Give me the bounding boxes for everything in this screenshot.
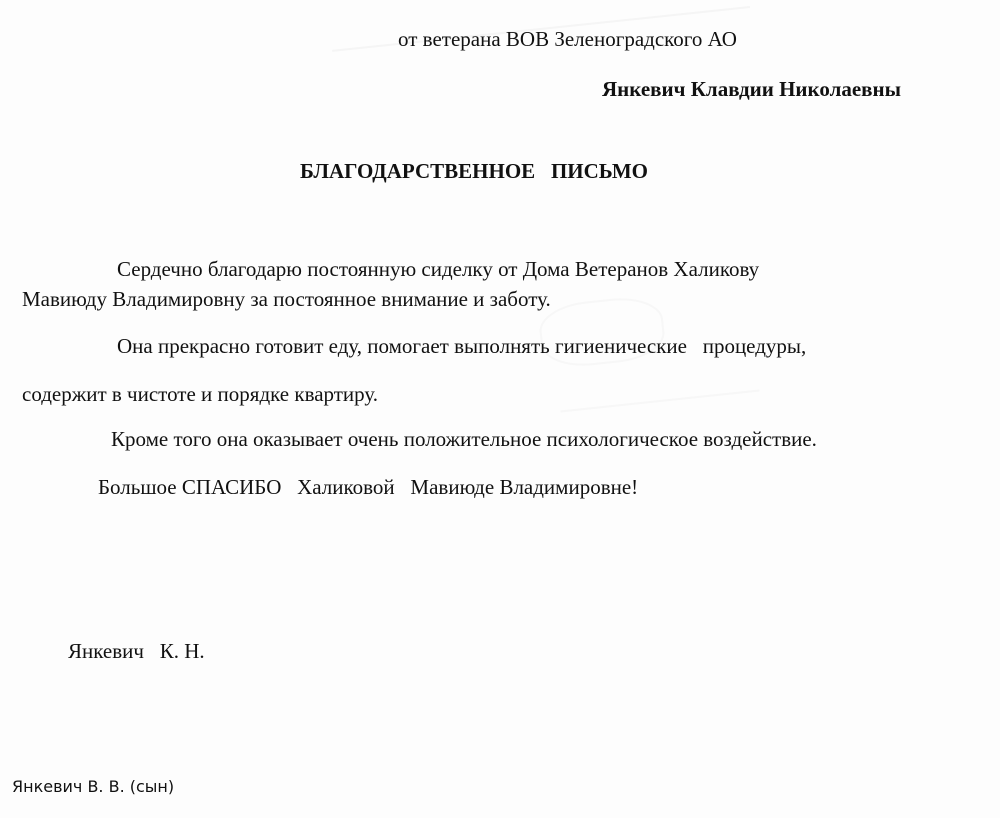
letter-title: БЛАГОДАРСТВЕННОЕ ПИСЬМО <box>300 159 648 183</box>
paragraph-2-line-1: Она прекрасно готовит еду, помогает выполнять гигиенические процедуры, <box>117 334 807 358</box>
sender-name: Янкевич Клавдии Николаевны <box>602 77 902 101</box>
paragraph-1-line-2: Мавиюду Владимировну за постоянное внимание и заботу. <box>22 287 551 311</box>
signature-secondary: Янкевич В. В. (сын) <box>12 777 175 796</box>
paragraph-1-line-1: Сердечно благодарю постоянную сиделку от Дома Ветеранов Халикову <box>117 257 760 281</box>
show-through-mark <box>560 390 759 413</box>
closing-thanks: Большое СПАСИБО Халиковой Мавиюде Владимировне! <box>98 475 639 499</box>
sender-line: от ветерана ВОВ Зеленоградского АО <box>398 27 737 51</box>
paragraph-3: Кроме того она оказывает очень положительное психологическое воздействие. <box>111 427 817 451</box>
paragraph-2-line-2: содержит в чистоте и порядке квартиру. <box>22 382 379 406</box>
signature-primary: Янкевич К. Н. <box>68 639 205 663</box>
